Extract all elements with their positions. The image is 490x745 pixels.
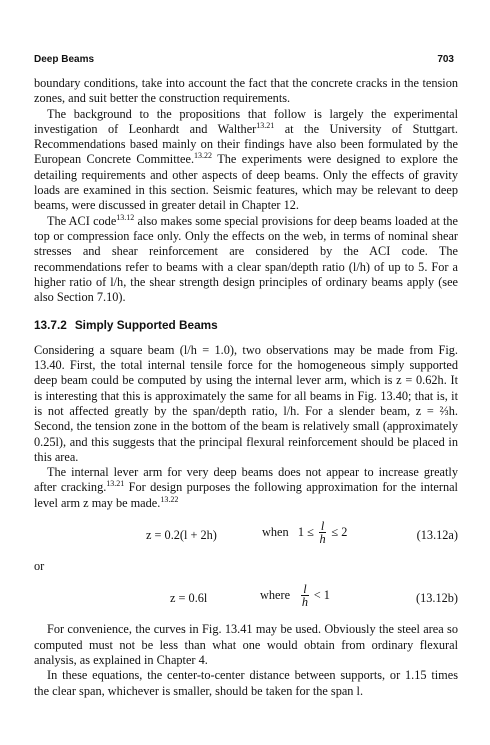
- paragraph-continuation: boundary conditions, take into account the fact that the concrete cracks in the tension zones, and suit better the construction requirements.: [34, 76, 458, 106]
- section-number: 13.7.2: [34, 318, 67, 333]
- text-run: For design purposes the following approximation for the internal level arm z may be made.: [34, 480, 458, 510]
- reference-superscript: 13.21: [106, 479, 125, 489]
- equation-label: (13.12b): [415, 591, 458, 606]
- equation-label: (13.12a): [416, 528, 458, 543]
- condition-left: 1 ≤: [297, 524, 317, 539]
- paragraph-lever-arm: [34, 465, 458, 511]
- section-heading: [34, 318, 458, 333]
- reference-superscript: 13.22: [194, 151, 213, 161]
- paragraph-square-beam: Considering a square beam (l/h = 1.0), two observations may be made from Fig. 13.40. First, the total internal tensile force for the homogeneous simply supported deep beam could be computed by using the internal lever arm, which is z = 0.62h. It is interesting that this is approximately the same for all beams in Fig. 13.40; that is, it is not affected greatly by the span/depth ratio, l/h. For a slender beam, z = ⅔h. Second, the tension zone in the bottom of the beam is relatively small (approximately 0.25l), and this suggests that the principal flexural reinforcement should be placed in this area.: [34, 342, 458, 464]
- reference-superscript: 13.22: [160, 494, 179, 504]
- equation-13-12a: [34, 520, 458, 550]
- text-run: The experiments were designed to explore the detailing requirements and other aspects of deep beams. Only the effects of gravity loads are examined in this section. Seismic features, which may be relevant to deep beams, were discussed in greater detail in Chapter 12.: [34, 152, 458, 213]
- condition-word: when: [262, 524, 289, 539]
- text-run: The internal lever arm for very deep beams does not appear to increase greatly after cracking.: [34, 465, 458, 495]
- fraction-denominator: h: [301, 595, 309, 610]
- paragraph-span-definition: In these equations, the center-to-center distance between supports, or 1.15 times the clear span, whichever is smaller, should be taken for the span l.: [34, 668, 458, 698]
- equation-13-12b: [34, 583, 458, 613]
- fraction-denominator: h: [319, 532, 326, 547]
- paragraph-aci-code: [34, 214, 458, 306]
- page-body: [34, 76, 458, 699]
- condition-right: < 1: [310, 588, 330, 603]
- equation-condition: [262, 520, 347, 546]
- text-run: also makes some special provisions for deep beams loaded at the top or compression face only. Only the effects on the web, in terms of nominal shear stresses and shear reinforcement are considered by the ACI code. The recommendations refer to beams with a clear span/depth ratio (l/h) of up to 5. For a higher ratio of l/h, the shear strength design principles of ordinary beams apply (see also Section 7.10).: [34, 213, 458, 305]
- chapter-title: Deep Beams: [34, 54, 95, 65]
- text-run: The ACI code: [47, 213, 117, 228]
- condition-right: ≤ 2: [328, 524, 348, 539]
- reference-superscript: 13.12: [116, 212, 135, 222]
- equation-expression: z = 0.6l: [170, 591, 208, 606]
- fraction-l-over-h: [301, 583, 308, 609]
- running-header: [34, 54, 454, 68]
- or-connector: or: [34, 559, 45, 574]
- section-title: Simply Supported Beams: [74, 318, 218, 333]
- fraction-numerator: l: [320, 519, 325, 534]
- equation-expression: z = 0.2(l + 2h): [146, 528, 217, 543]
- paragraph-convenience: For convenience, the curves in Fig. 13.41 may be used. Obviously the steel area so computed must not be less than what one would obtain from ordinary flexural analysis, as explained in Chapter 4.: [34, 622, 458, 667]
- fraction-l-over-h: [319, 520, 326, 546]
- text-run: at the University of Stuttgart. Recommendations based mainly on their findings have also been formulated by the European Concrete Committee.: [34, 121, 459, 167]
- text-run: The background to the propositions that follow is largely the experimental investigation of Leonhardt and Walther: [34, 106, 458, 136]
- reference-superscript: 13.21: [256, 120, 275, 130]
- equation-condition: [260, 583, 330, 609]
- condition-word: where: [260, 588, 291, 603]
- fraction-numerator: l: [303, 582, 307, 597]
- paragraph-background: [34, 107, 458, 214]
- page-number: 703: [437, 54, 454, 65]
